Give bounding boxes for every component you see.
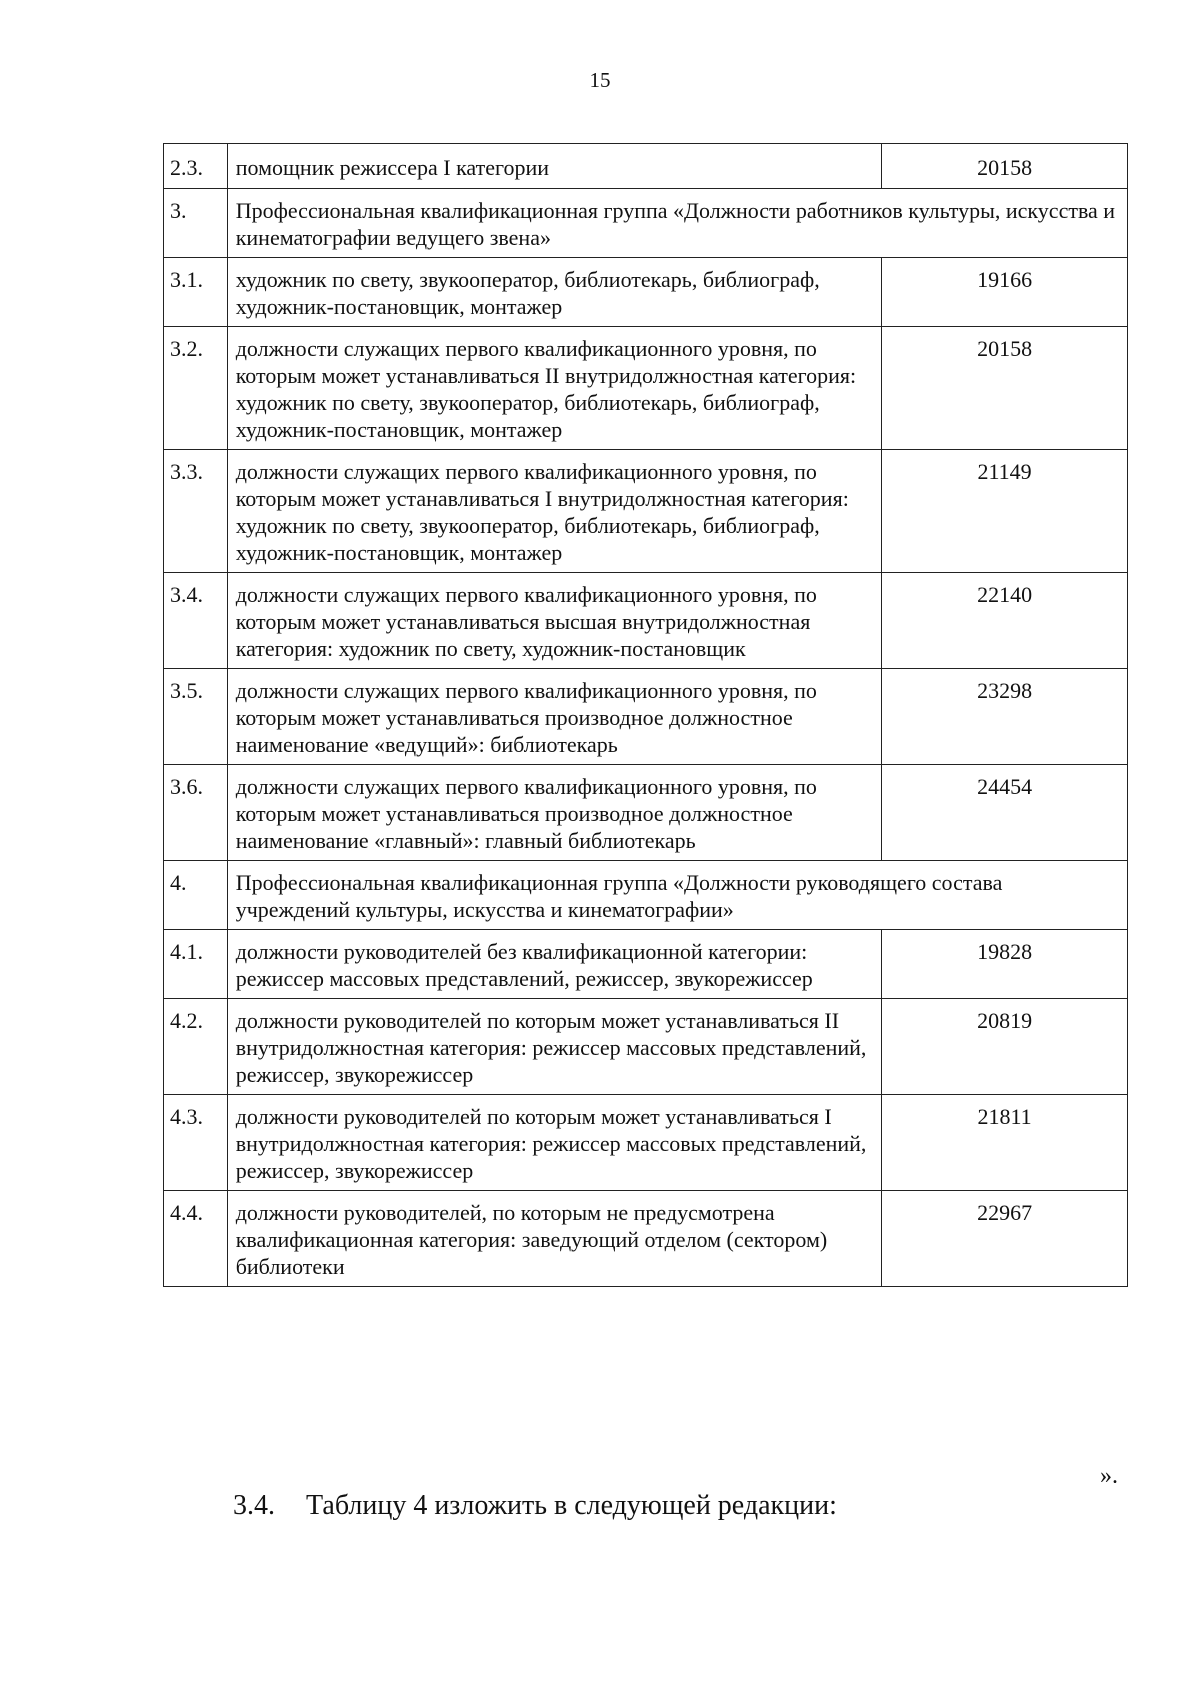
page-number: 15 [589,68,611,92]
group-row [164,189,1128,258]
position-description: должности служащих первого квалификационного уровня, по которым может устанавливаться I внутридолжностная категория: художник по свету, звукооператор, библиотекарь, библиограф, художник-постановщик, монтажер [227,450,881,573]
section-heading [233,1490,837,1522]
row-number: 4.1. [164,930,228,999]
table-row [164,765,1128,861]
salary-value: 22140 [882,573,1128,669]
row-number: 4.3. [164,1095,228,1191]
group-row [164,861,1128,930]
row-number: 3. [164,189,228,258]
row-number: 3.3. [164,450,228,573]
table-row [164,573,1128,669]
row-number: 2.3. [164,144,228,189]
table-row [164,450,1128,573]
position-description: должности служащих первого квалификационного уровня, по которым может устанавливаться производное должностное наименование «ведущий»: библиотекарь [227,669,881,765]
salary-value: 19166 [882,258,1128,327]
position-description: должности руководителей, по которым не предусмотрена квалификационная категория: заведующий отделом (сектором) библиотеки [227,1191,881,1287]
salary-table [163,143,1128,1287]
position-description: помощник режиссера I категории [227,144,881,189]
table-row [164,258,1128,327]
table-row [164,999,1128,1095]
row-number: 4. [164,861,228,930]
salary-value: 21149 [882,450,1128,573]
table-body [164,144,1128,1287]
section-text: Таблицу 4 изложить в следующей редакции: [306,1490,837,1521]
table-row [164,669,1128,765]
position-description: должности руководителей по которым может устанавливаться I внутридолжностная категория: режиссер массовых представлений, режиссер, звукорежиссер [227,1095,881,1191]
row-number: 4.2. [164,999,228,1095]
position-description: должности служащих первого квалификационного уровня, по которым может устанавливаться высшая внутридолжностная категория: художник по свету, художник-постановщик [227,573,881,669]
salary-value: 20158 [882,327,1128,450]
salary-value: 22967 [882,1191,1128,1287]
salary-value: 23298 [882,669,1128,765]
position-description: художник по свету, звукооператор, библиотекарь, библиограф, художник-постановщик, монтажер [227,258,881,327]
table-row [164,144,1128,189]
salary-value: 20158 [882,144,1128,189]
group-title: Профессиональная квалификационная группа «Должности руководящего состава учреждений культуры, искусства и кинематографии» [227,861,1127,930]
position-description: должности служащих первого квалификационного уровня, по которым может устанавливаться производное должностное наименование «главный»: главный библиотекарь [227,765,881,861]
row-number: 3.2. [164,327,228,450]
position-description: должности служащих первого квалификационного уровня, по которым может устанавливаться II внутридолжностная категория: художник по свету, звукооператор, библиотекарь, библиограф, художник-постановщик, монтажер [227,327,881,450]
section-number: 3.4. [233,1490,275,1521]
row-number: 3.1. [164,258,228,327]
row-number: 3.4. [164,573,228,669]
group-title: Профессиональная квалификационная группа «Должности работников культуры, искусства и кинематографии ведущего звена» [227,189,1127,258]
table-row [164,327,1128,450]
table-row [164,1191,1128,1287]
position-description: должности руководителей без квалификационной категории: режиссер массовых представлений, режиссер, звукорежиссер [227,930,881,999]
salary-value: 20819 [882,999,1128,1095]
closing-quote: ». [1100,1463,1118,1489]
salary-value: 19828 [882,930,1128,999]
table-row [164,1095,1128,1191]
salary-value: 21811 [882,1095,1128,1191]
row-number: 3.6. [164,765,228,861]
position-description: должности руководителей по которым может устанавливаться II внутридолжностная категория: режиссер массовых представлений, режиссер, звукорежиссер [227,999,881,1095]
salary-value: 24454 [882,765,1128,861]
row-number: 3.5. [164,669,228,765]
table-row [164,930,1128,999]
row-number: 4.4. [164,1191,228,1287]
